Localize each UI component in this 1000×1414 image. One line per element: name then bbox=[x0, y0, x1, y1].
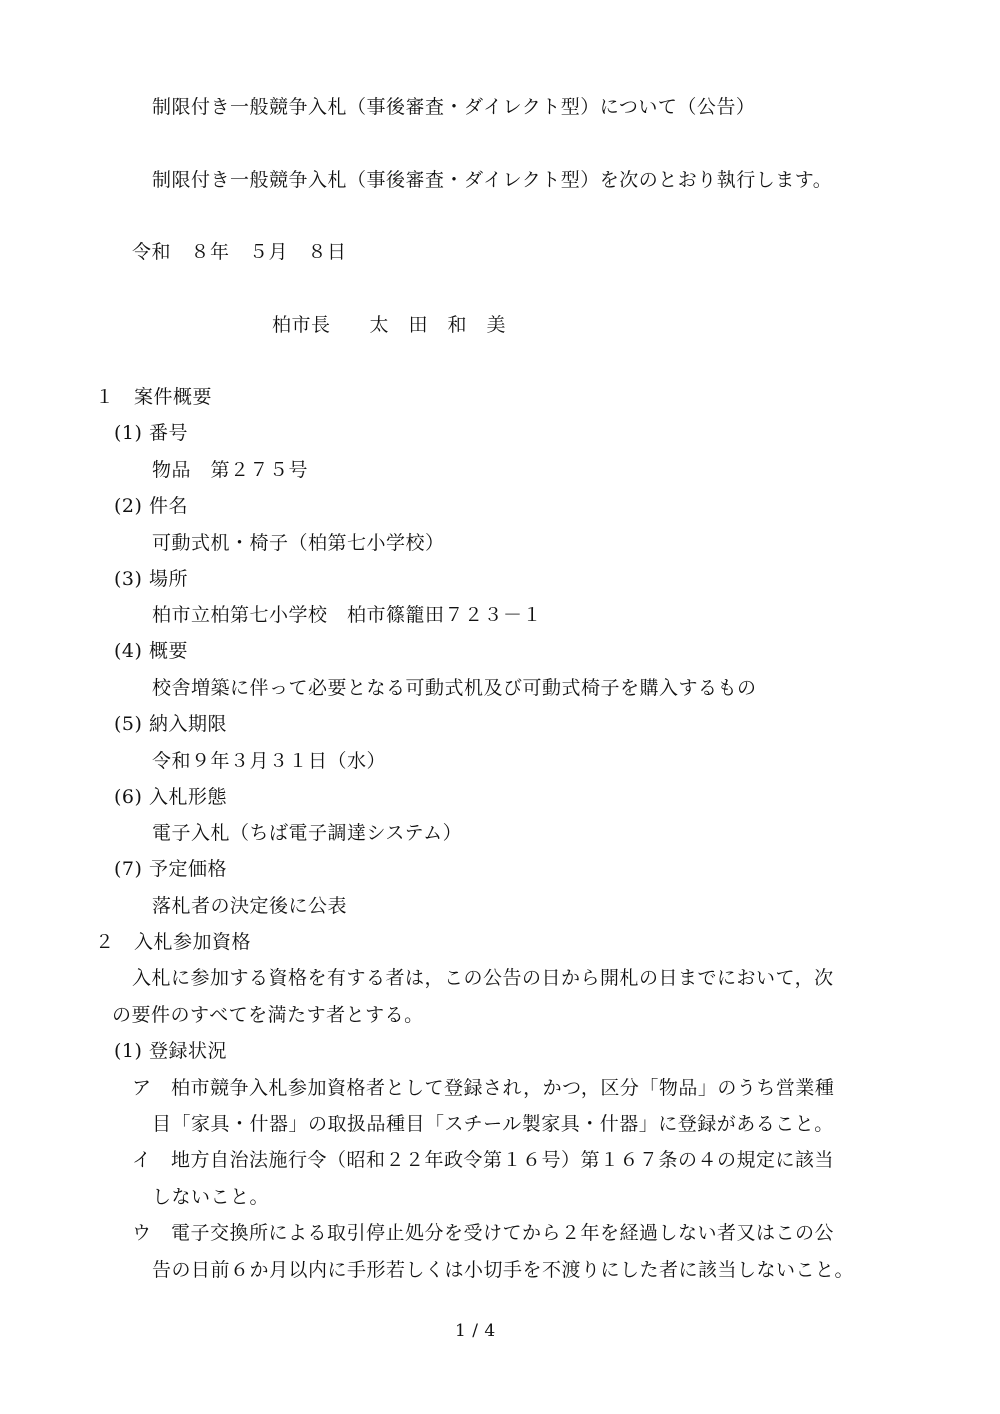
item-value-price: 落札者の決定後に公表 bbox=[152, 895, 348, 917]
section2-intro-line1: 入札に参加する資格を有する者は，この公告の日から開札の日までにおいて，次 bbox=[132, 967, 834, 989]
section2-intro-line2: の要件のすべてを満たす者とする。 bbox=[112, 1004, 424, 1026]
item-value-deadline: 令和９年３月３１日（水） bbox=[152, 750, 387, 772]
issuer: 柏市長 太 田 和 美 bbox=[272, 314, 507, 336]
req-i-line2: しないこと。 bbox=[152, 1186, 270, 1208]
req-i-line1: イ 地方自治法施行令（昭和２２年政令第１６号）第１６７条の４の規定に該当 bbox=[132, 1149, 835, 1171]
page-number: 1 / 4 bbox=[455, 1321, 496, 1341]
req-u-line1: ウ 電子交換所による取引停止処分を受けてから２年を経過しない者又はこの公 bbox=[132, 1222, 835, 1244]
item-label-number: (1) 番号 bbox=[114, 422, 188, 444]
item-label-summary: (4) 概要 bbox=[114, 640, 188, 662]
item-label-name: (2) 件名 bbox=[114, 495, 188, 517]
item-value-name: 可動式机・椅子（柏第七小学校） bbox=[152, 532, 445, 554]
item-label-bid-type: (6) 入札形態 bbox=[114, 786, 227, 808]
req-a-line2: 目「家具・什器」の取扱品種目「スチール製家具・什器」に登録があること。 bbox=[152, 1113, 834, 1135]
sub1-label: (1) 登録状況 bbox=[114, 1040, 227, 1062]
item-label-deadline: (5) 納入期限 bbox=[114, 713, 227, 735]
section2-heading: ２ 入札参加資格 bbox=[95, 931, 252, 953]
req-u-line2: 告の日前６か月以内に手形若しくは小切手を不渡りにした者に該当しないこと。 bbox=[152, 1259, 855, 1281]
item-label-location: (3) 場所 bbox=[114, 568, 188, 590]
lead-sentence: 制限付き一般競争入札（事後審査・ダイレクト型）を次のとおり執行します。 bbox=[152, 169, 833, 191]
item-value-number: 物品 第２７５号 bbox=[152, 459, 309, 481]
section1-heading: １ 案件概要 bbox=[95, 386, 213, 408]
req-a-line1: ア 柏市競争入札参加資格者として登録され，かつ，区分「物品」のうち営業種 bbox=[132, 1077, 835, 1099]
notice-date: 令和 ８年 ５月 ８日 bbox=[132, 241, 347, 263]
item-value-location: 柏市立柏第七小学校 柏市篠籠田７２３－１ bbox=[152, 604, 543, 626]
item-value-summary: 校舎増築に伴って必要となる可動式机及び可動式椅子を購入するもの bbox=[152, 677, 757, 699]
notice-title: 制限付き一般競争入札（事後審査・ダイレクト型）について（公告） bbox=[152, 96, 756, 118]
item-label-price: (7) 予定価格 bbox=[114, 858, 227, 880]
item-value-bid-type: 電子入札（ちば電子調達システム） bbox=[152, 822, 463, 844]
